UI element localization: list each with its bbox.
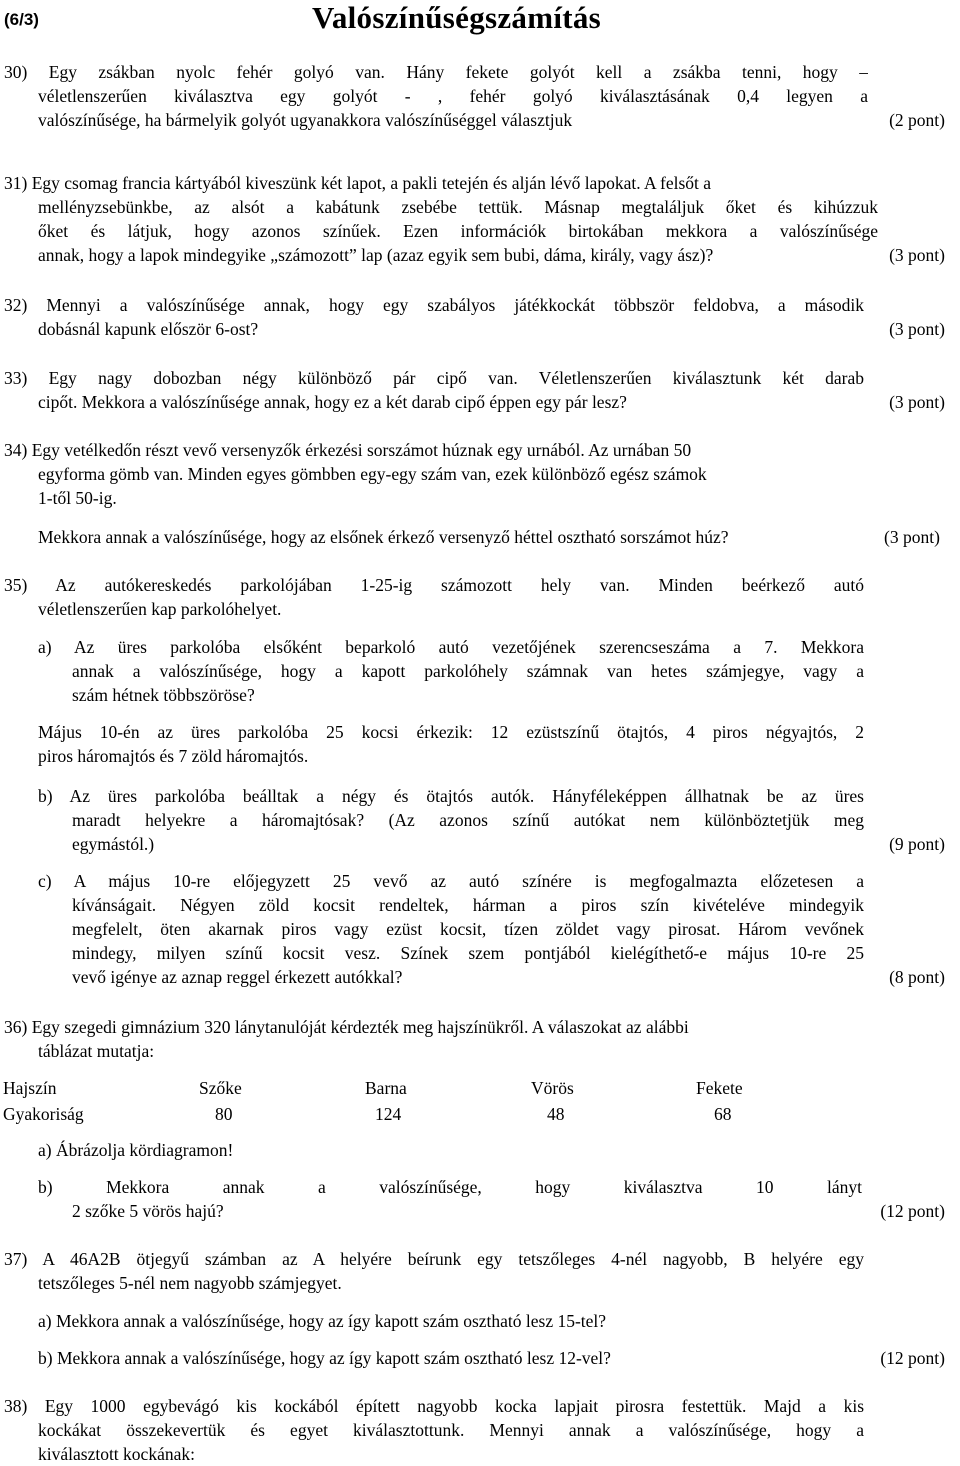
problem-33-points: (3 pont) — [889, 392, 945, 412]
problem-36-part-a — [0, 1138, 960, 1162]
problem-30-line: véletlenszerűen kiválasztva egy golyót - , fehér golyó kiválasztásának 0,4 legyen a — [38, 86, 868, 106]
page-title: Valószínűségszámítás — [312, 0, 602, 35]
problem-37-line: 37) A 46A2B ötjegyű számban az A helyére beírunk egy tetszőleges 4-nél nagyobb, B helyére egy — [4, 1249, 864, 1269]
table-header-cell: Barna — [365, 1078, 407, 1098]
part-c-line: kívánságait. Négyen zöld kocsit rendeltek, hárman a piros szín kivételéve mindegyik — [72, 895, 864, 915]
problem-33-line: 33) Egy nagy dobozban négy különböző pár cipő van. Véletlenszerűen kiválasztunk két darab — [4, 368, 864, 388]
problem-36-points: (12 pont) — [880, 1201, 945, 1221]
table-header-cell: Szőke — [199, 1078, 242, 1098]
part-b-line: egymástól.) — [72, 834, 155, 854]
problem-37-line: tetszőleges 5-nél nem nagyobb számjegyet. — [38, 1273, 342, 1293]
problem-31-line: őket és látjuk, hogy azonos színűek. Ezen információk birtokában mekkora a valószínűsége — [38, 221, 878, 241]
hair-color-table — [0, 1076, 960, 1128]
problem-34-points: (3 pont) — [884, 527, 940, 547]
part-b-line: b) Mekkora annak a valószínűsége, hogy az így kapott szám osztható lesz 12-vel? — [38, 1348, 611, 1368]
problem-35-line: véletlenszerűen kap parkolóhelyet. — [38, 599, 282, 619]
problem-35-part-a — [0, 635, 960, 707]
problem-35-info — [0, 720, 960, 768]
problem-38 — [0, 1394, 960, 1466]
table-cell: 124 — [375, 1104, 402, 1124]
problem-35-line: 35) Az autókereskedés parkolójában 1-25-ig számozott hely van. Minden beérkező autó — [4, 575, 864, 595]
problem-31-line: 31) Egy csomag francia kártyából kiveszünk két lapot, a pakli tetején és alján lévő lapokat. A felsőt a — [4, 173, 712, 193]
part-b-line: 2 szőke 5 vörös hajú? — [72, 1201, 224, 1221]
problem-32-line: dobásnál kapunk először 6-ost? — [38, 319, 259, 339]
problem-31 — [0, 171, 960, 267]
info-line: Május 10-én az üres parkolóba 25 kocsi érkezik: 12 ezüstszínű ötajtós, 4 piros négyajtós, 2 — [38, 722, 864, 742]
table-header-cell: Vörös — [531, 1078, 574, 1098]
problem-30-line: 30) Egy zsákban nyolc fehér golyó van. Hány fekete golyót kell a zsákba tenni, hogy – — [4, 62, 868, 82]
problem-33 — [0, 366, 960, 414]
page-header — [0, 0, 960, 40]
problem-34 — [0, 438, 960, 510]
table-cell: 48 — [547, 1104, 565, 1124]
part-c-line: mindegy, milyen színű kocsit vesz. Színek szem pontjából kielégíthető-e május 10-re 25 — [72, 943, 864, 963]
part-a-line: a) Az üres parkolóba elsőként beparkoló autó vezetőjének szerencseszáma a 7. Mekkora — [38, 637, 864, 657]
part-b-line: maradt helyekre a háromajtósak? (Az azonos színű autókat nem különböztetjük meg — [72, 810, 864, 830]
problem-30-line: valószínűsége, ha bármelyik golyót ugyanakkora valószínűséggel választjuk — [38, 110, 573, 130]
part-a-line: a) Mekkora annak a valószínűsége, hogy az így kapott szám osztható lesz 15-tel? — [38, 1311, 607, 1331]
problem-36-part-b — [0, 1175, 960, 1223]
problem-31-line: annak, hogy a lapok mindegyike „számozott” lap (azaz egyik sem bubi, dáma, király, vagy ász)? — [38, 245, 714, 265]
part-c-line: c) A május 10-re előjegyzett 25 vevő az autó színére is megfogalmazta előzetesen a — [38, 871, 864, 891]
part-a-line: szám hétnek többszöröse? — [72, 685, 255, 705]
problem-37-points: (12 pont) — [880, 1348, 945, 1368]
problem-34-line: 34) Egy vetélkedőn részt vevő versenyzők érkezési sorszámot húznak egy urnából. Az urnában 50 — [4, 440, 692, 460]
table-header-row — [0, 1076, 960, 1102]
part-a-line: a) Ábrázolja kördiagramon! — [38, 1140, 234, 1160]
problem-31-points: (3 pont) — [889, 245, 945, 265]
part-b-line: b) Mekkora annak a valószínűsége, hogy kiválasztva 10 lányt — [38, 1177, 862, 1197]
problem-30 — [0, 60, 960, 132]
part-b-points: (9 pont) — [889, 834, 945, 854]
problem-35-part-b — [0, 784, 960, 856]
info-line: piros háromajtós és 7 zöld háromajtós. — [38, 746, 309, 766]
part-b-line: b) Az üres parkolóba beálltak a négy és ötajtós autók. Hányféleképpen állhatnak be az üres — [38, 786, 864, 806]
problem-38-line: 38) Egy 1000 egybevágó kis kockából épített nagyobb kocka lapjait pirosra festettük. Majd a kis — [4, 1396, 864, 1416]
problem-32-line: 32) Mennyi a valószínűsége annak, hogy egy szabályos játékkockát többször feldobva, a második — [4, 295, 864, 315]
problem-34-question — [0, 525, 960, 549]
problem-31-line: mellényzsebünkbe, az alsót a kabátunk zsebébe tettük. Másnap megtaláljuk őket és kihúzzuk — [38, 197, 878, 217]
problem-34-question-text: Mekkora annak a valószínűsége, hogy az elsőnek érkező versenyző héttel osztható sorszámot húz? — [38, 527, 729, 547]
problem-37-part-b — [0, 1346, 960, 1370]
problem-33-line: cipőt. Mekkora a valószínűsége annak, hogy ez a két darab cipő éppen egy pár lesz? — [38, 392, 627, 412]
problem-32-points: (3 pont) — [889, 319, 945, 339]
problem-35-part-c — [0, 869, 960, 989]
problem-34-line: 1-től 50-ig. — [38, 488, 117, 508]
problem-36-line: táblázat mutatja: — [38, 1041, 155, 1061]
part-c-line: megfelelt, öten akarnak piros vagy ezüst kocsit, tízen zöldet vagy pirosat. Három vevőnek — [72, 919, 864, 939]
problem-37-part-a — [0, 1309, 960, 1333]
table-header-cell: Hajszín — [3, 1078, 57, 1098]
part-a-line: annak a valószínűsége, hogy a kapott parkolóhely számnak van hetes számjegye, vagy a — [72, 661, 864, 681]
problem-34-line: egyforma gömb van. Minden egyes gömbben egy-egy szám van, ezek különböző egész számok — [38, 464, 707, 484]
problem-35 — [0, 573, 960, 621]
table-cell: 68 — [714, 1104, 732, 1124]
part-c-line: vevő igénye az aznap reggel érkezett autókkal? — [72, 967, 403, 987]
problem-30-points: (2 pont) — [889, 110, 945, 130]
table-cell: Gyakoriság — [3, 1104, 84, 1124]
problem-36-line: 36) Egy szegedi gimnázium 320 lánytanulóját kérdezték meg hajszínükről. A válaszokat az alábbi — [4, 1017, 689, 1037]
table-cell: 80 — [215, 1104, 233, 1124]
problem-32 — [0, 293, 960, 341]
problem-38-line: kockákat összekevertük és egyet kiválasztottunk. Mennyi annak a valószínűsége, hogy a — [38, 1420, 864, 1440]
part-c-points: (8 pont) — [889, 967, 945, 987]
problem-38-line: kiválasztott kockának: — [38, 1444, 195, 1464]
problem-36 — [0, 1015, 960, 1063]
page-number: (6/3) — [4, 10, 39, 29]
problem-37 — [0, 1247, 960, 1295]
table-row — [0, 1102, 960, 1128]
table-header-cell: Fekete — [696, 1078, 743, 1098]
